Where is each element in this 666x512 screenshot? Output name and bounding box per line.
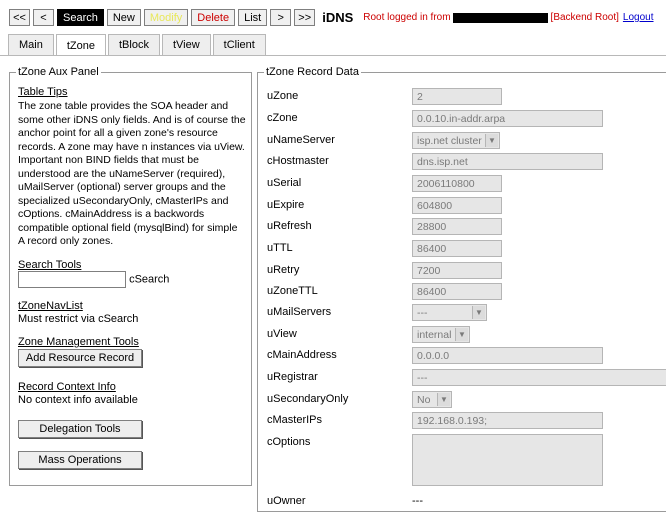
- record-context-text: No context info available: [18, 394, 138, 406]
- chevron-down-icon: ▼: [472, 306, 485, 319]
- add-resource-record-button[interactable]: Add Resource Record: [18, 349, 142, 367]
- uregistrar-label: uRegistrar: [267, 371, 318, 383]
- uttl-label: uTTL: [267, 242, 293, 254]
- tab-tblock[interactable]: tBlock: [108, 34, 160, 55]
- uretry-label: uRetry: [267, 264, 300, 276]
- cmainaddress-row: [267, 347, 666, 365]
- last-record-button[interactable]: >>: [294, 9, 315, 26]
- uowner-label: uOwner: [267, 495, 306, 507]
- unameserver-row: [267, 132, 666, 150]
- uzonettl-label: uZoneTTL: [267, 285, 318, 297]
- tab-bar: [8, 34, 268, 55]
- userial-field[interactable]: 2006110800: [412, 175, 502, 192]
- unameserver-value: isp.net cluster: [417, 135, 482, 147]
- uexpire-label: uExpire: [267, 199, 305, 211]
- search-row: [18, 271, 246, 288]
- uexpire-field[interactable]: 604800: [412, 197, 502, 214]
- cmasterips-label: cMasterIPs: [267, 414, 323, 426]
- czone-field[interactable]: 0.0.10.in-addr.arpa: [412, 110, 603, 127]
- uttl-row: [267, 240, 666, 258]
- redacted-ip: [453, 13, 548, 23]
- uzone-field[interactable]: 2: [412, 88, 502, 105]
- uview-row: [267, 326, 666, 344]
- tab-tzone[interactable]: tZone: [56, 34, 106, 56]
- mass-operations-button[interactable]: Mass Operations: [18, 451, 142, 469]
- uview-label: uView: [267, 328, 297, 340]
- chevron-down-icon: ▼: [485, 134, 498, 147]
- userial-label: uSerial: [267, 177, 302, 189]
- uttl-field[interactable]: 86400: [412, 240, 502, 257]
- urefresh-field[interactable]: 28800: [412, 218, 502, 235]
- umailservers-row: [267, 304, 666, 322]
- search-input[interactable]: [18, 271, 126, 288]
- cmasterips-row: [267, 412, 666, 430]
- uowner-row: [267, 493, 666, 511]
- tab-tclient[interactable]: tClient: [213, 34, 266, 55]
- uzonettl-row: [267, 283, 666, 301]
- delegation-tools-button[interactable]: Delegation Tools: [18, 420, 142, 438]
- unameserver-label: uNameServer: [267, 134, 335, 146]
- search-tools-title: Search Tools: [18, 259, 82, 271]
- login-status: Root logged in from: [363, 12, 451, 23]
- cmasterips-field[interactable]: 192.168.0.193;: [412, 412, 603, 429]
- uregistrar-field[interactable]: ---: [412, 369, 666, 386]
- userial-row: [267, 175, 666, 193]
- usecondaryonly-select[interactable]: [412, 391, 452, 408]
- chevron-down-icon: ▼: [437, 393, 450, 406]
- chevron-down-icon: ▼: [455, 328, 468, 341]
- uretry-row: [267, 262, 666, 280]
- umailservers-label: uMailServers: [267, 306, 332, 318]
- backend-root-label: [Backend Root]: [550, 12, 619, 23]
- urefresh-row: [267, 218, 666, 236]
- unameserver-select[interactable]: [412, 132, 500, 149]
- tab-tview[interactable]: tView: [162, 34, 211, 55]
- tab-divider: [0, 55, 666, 56]
- table-tips-text: The zone table provides the SOA header and some other iDNS only fields. And is of course the anchor point for all a given zone's resource records. A zone may have n instances via uView. Important non BIND fields that must be understood are the uNameServer (required), uMailServer (optional) server groups and the specialized uSecondaryOnly, cMasterIPs and cOptions. cMainAddress is a backwords compatible optional field (mysqlBind) for simple A record only zones.: [18, 100, 246, 247]
- usecondaryonly-label: uSecondaryOnly: [267, 393, 349, 405]
- nav-list-title: tZoneNavList: [18, 300, 83, 312]
- coptions-label: cOptions: [267, 436, 311, 448]
- cmainaddress-label: cMainAddress: [267, 349, 337, 361]
- usecondaryonly-value: No: [417, 394, 431, 406]
- tab-main[interactable]: Main: [8, 34, 54, 55]
- chostmaster-field[interactable]: dns.isp.net: [412, 153, 603, 170]
- record-data-panel: [257, 66, 666, 512]
- record-data-legend: tZone Record Data: [266, 66, 359, 78]
- top-toolbar: [9, 9, 654, 26]
- uowner-value: ---: [412, 495, 423, 507]
- czone-row: [267, 110, 666, 128]
- first-record-button[interactable]: <<: [9, 9, 30, 26]
- umailservers-value: ---: [417, 307, 428, 319]
- chostmaster-row: [267, 153, 666, 171]
- list-button[interactable]: List: [238, 9, 267, 26]
- usecondaryonly-row: [267, 391, 666, 409]
- umailservers-select[interactable]: [412, 304, 487, 321]
- chostmaster-label: cHostmaster: [267, 155, 329, 167]
- uexpire-row: [267, 197, 666, 215]
- previous-record-button[interactable]: <: [33, 9, 54, 26]
- uview-value: internal: [417, 329, 452, 341]
- aux-panel: [9, 66, 252, 486]
- logout-link[interactable]: Logout: [622, 12, 654, 23]
- table-tips-title: Table Tips: [18, 86, 68, 98]
- modify-button[interactable]: Modify: [144, 9, 188, 26]
- new-button[interactable]: New: [107, 9, 141, 26]
- record-context-title: Record Context Info: [18, 381, 116, 393]
- app-brand: iDNS: [322, 10, 354, 25]
- czone-label: cZone: [267, 112, 298, 124]
- aux-panel-legend: tZone Aux Panel: [18, 66, 99, 78]
- uzone-row: [267, 88, 666, 106]
- zone-management-title: Zone Management Tools: [18, 336, 139, 348]
- coptions-textarea[interactable]: [412, 434, 603, 486]
- nav-list-text: Must restrict via cSearch: [18, 313, 139, 325]
- search-label: cSearch: [129, 273, 170, 286]
- cmainaddress-field[interactable]: 0.0.0.0: [412, 347, 603, 364]
- delete-button[interactable]: Delete: [191, 9, 235, 26]
- uretry-field[interactable]: 7200: [412, 262, 502, 279]
- next-record-button[interactable]: >: [270, 9, 291, 26]
- uzone-label: uZone: [267, 90, 299, 102]
- search-button[interactable]: Search: [57, 9, 104, 26]
- uregistrar-row: [267, 369, 666, 387]
- coptions-row: [267, 434, 666, 488]
- uview-select[interactable]: [412, 326, 470, 343]
- uzonettl-field[interactable]: 86400: [412, 283, 502, 300]
- urefresh-label: uRefresh: [267, 220, 312, 232]
